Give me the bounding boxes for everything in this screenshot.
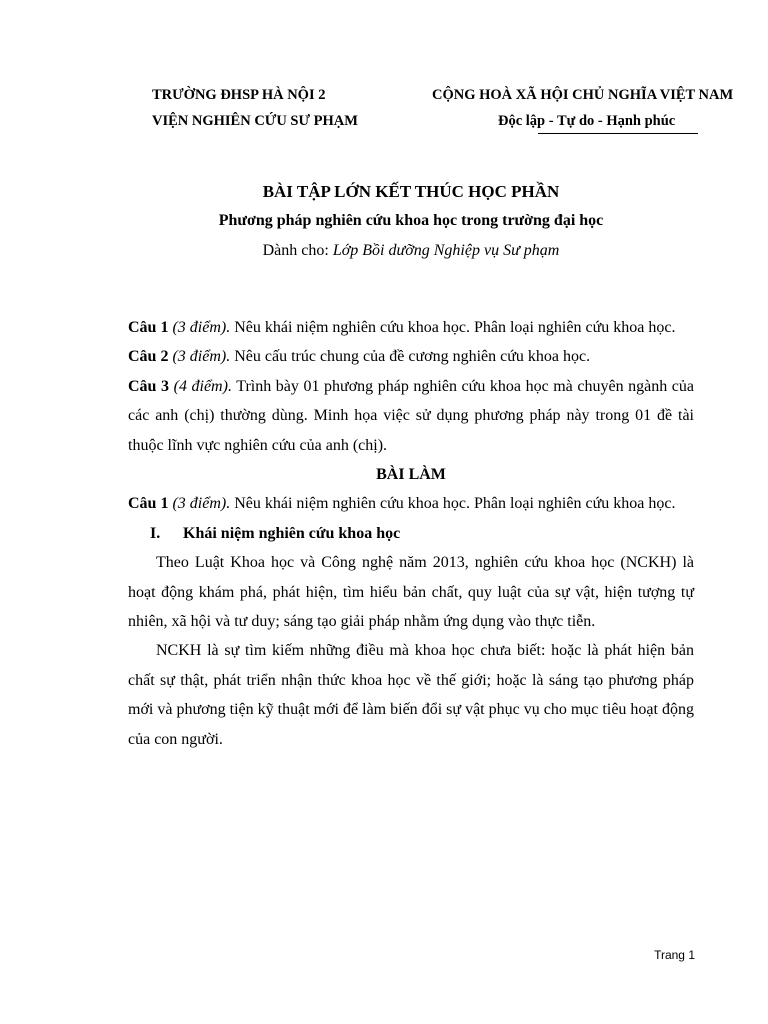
question-points: (4 điểm). [173,377,232,395]
document-title: BÀI TẬP LỚN KẾT THÚC HỌC PHẦN [262,182,560,201]
question-text: Trình bày 01 phương pháp nghiên cứu khoa học mà chuyên ngành của các anh (chị) thường dùng. Minh họa việc sử dụng phương pháp này trong 01 đề tài thuộc lĩnh vực nghiên cứu của anh (chị). [128,377,695,454]
audience-value: Lớp Bồi dưỡng Nghiệp vụ Sư phạm [332,242,560,259]
header-country-name: CỘNG HOÀ XÃ HỘI CHỦ NGHĨA VIỆT NAM [432,87,734,103]
header-school-name: TRƯỜNG ĐHSP HÀ NỘI 2 [152,87,326,103]
audience-prefix: Dành cho: [262,242,333,259]
answer-question-1 [128,489,694,518]
paragraph: Theo Luật Khoa học và Công nghệ năm 2013, nghiên cứu khoa học (NCKH) là hoạt động khám phá, phát hiện, tìm hiểu bản chất, quy luật của sự vật, hiện tượng tự nhiên, xã hội và tư duy; sáng tạo giải pháp nhằm ứng dụng vào thực tiễn. [128,554,694,631]
question-2 [128,342,694,371]
question-label: Câu 1 [128,495,169,513]
document-body [128,313,694,754]
header-institute-name: VIỆN NGHIÊN CỨU SƯ PHẠM [152,113,358,129]
target-audience [128,242,694,260]
question-text: Nêu khái niệm nghiên cứu khoa học. Phân loại nghiên cứu khoa học. [230,319,676,336]
question-3 [128,372,694,460]
answer-heading: BÀI LÀM [376,466,446,484]
question-label: Câu 2 [128,348,169,366]
page-number: Trang 1 [654,948,695,962]
question-points: (3 điểm). [172,348,231,366]
question-points: (3 điểm). [172,495,231,513]
question-text: Nêu cấu trúc chung của đề cương nghiên cứu khoa học. [230,348,591,366]
section-title: Khái niệm nghiên cứu khoa học [183,524,401,542]
header-motto: Độc lập - Tự do - Hạnh phúc [498,113,676,129]
motto-underline [538,133,698,134]
paragraph: NCKH là sự tìm kiếm những điều mà khoa học chưa biết: hoặc là phát hiện bản chất sự thật, phát triển nhận thức khoa học về thế giới; hoặc là sáng tạo phương pháp mới và phương tiện kỹ thuật mới để làm biến đổi sự vật phục vụ cho mục tiêu hoạt động của con người. [128,642,694,748]
question-label: Câu 1 [128,319,169,336]
question-points: (3 điểm). [172,319,231,336]
section-number: I. [150,524,161,542]
question-label: Câu 3 [128,377,170,395]
question-1 [128,313,694,342]
section-heading [128,519,694,548]
question-text: Nêu khái niệm nghiên cứu khoa học. Phân loại nghiên cứu khoa học. [230,495,676,513]
course-subject: Phương pháp nghiên cứu khoa học trong trường đại học [218,212,604,229]
